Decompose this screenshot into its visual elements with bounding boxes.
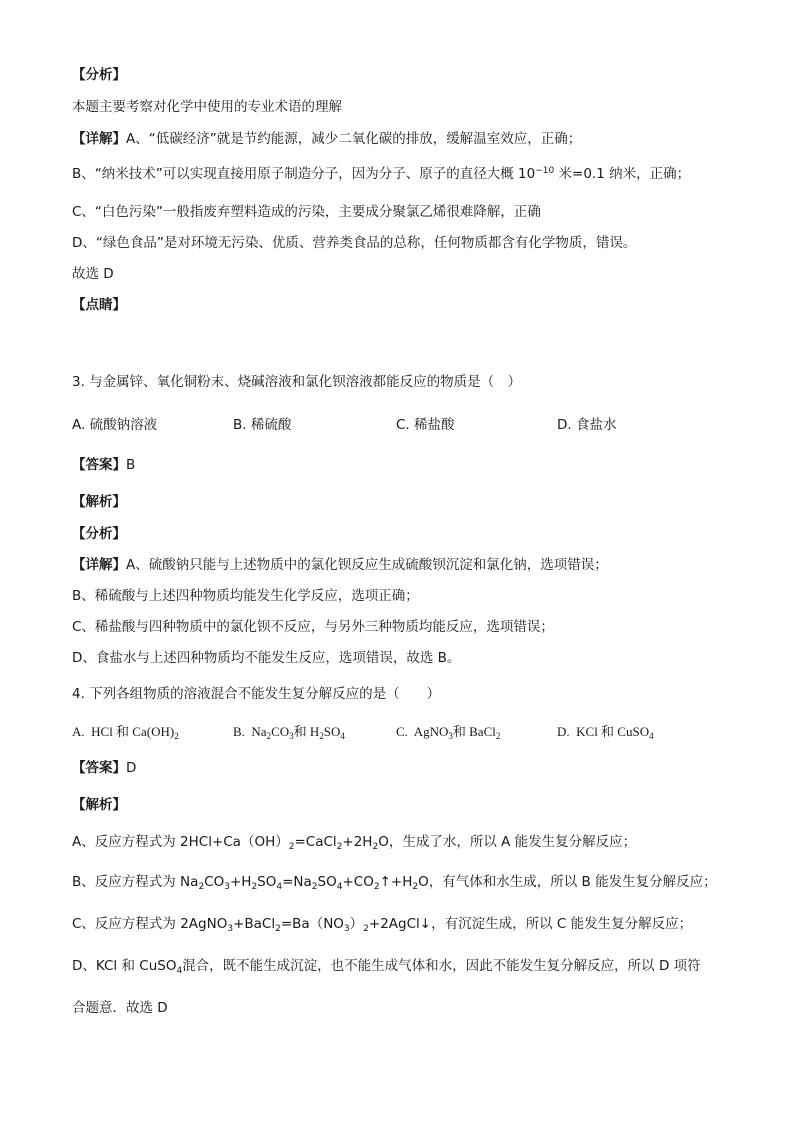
- q3-detail-b: B、稀硫酸与上述四种物质均能发生化学反应，选项正确；: [72, 588, 419, 604]
- q4-equation-b: B、反应方程式为 $Na_2CO_3+H_2SO_4=Na_2SO_4+CO_2↑+H_2O$，有气体和水生成，所以 B 能发生复分解反应；: [72, 874, 717, 892]
- q3-stem: 3. 与金属锌、氧化铜粉末、烧碱溶液和氯化钡溶液都能反应的物质是（ ）: [72, 374, 522, 390]
- q4-option-c: C. AgNO$_3$和 BaCl$_2$: [396, 724, 501, 741]
- q3-option-a: A. 硫酸钠溶液: [72, 417, 158, 433]
- q3-option-b: B. 稀硫酸: [233, 417, 292, 433]
- q3-answer: 【答案】B: [72, 457, 136, 473]
- q4-conclusion: 合题意．故选 D: [72, 1000, 168, 1016]
- q4-solution-heading: 【解析】: [72, 797, 126, 813]
- q2-detail-d: D、“绿色食品”是对环境无污染、优质、营养类食品的总称，任何物质都含有化学物质，错误。: [72, 235, 637, 251]
- q2-detail-b: B、“纳米技术”可以实现直接用原子制造分子，因为分子、原子的直径大概 $10^{-10}$ 米=0.1 纳米，正确；: [72, 166, 691, 182]
- q4-equation-a: A、反应方程式为 $2HCl+Ca(OH)_2=CaCl_2+2H_2O$，生成了水，所以 A 能发生复分解反应；: [72, 834, 637, 852]
- q2-detail-label: 【详解】: [72, 131, 126, 147]
- q2-analysis-text: 本题主要考察对化学中使用的专业术语的理解: [72, 99, 342, 115]
- q2-analysis-heading: 【分析】: [72, 67, 126, 83]
- q2-conclusion: 故选 D: [72, 266, 114, 282]
- q2-comment-heading: 【点睛】: [72, 297, 126, 313]
- q4-option-d: D. KCl 和 CuSO$_4$: [557, 724, 654, 741]
- q4-option-a: A. HCl 和 $Ca(OH)_2$: [72, 724, 179, 741]
- q4-stem: 4. 下列各组物质的溶液混合不能发生复分解反应的是（ ）: [72, 686, 441, 702]
- q3-detail-d: D、食盐水与上述四种物质均不能发生反应，选项错误，故选 B。: [72, 650, 461, 666]
- q3-analysis-heading: 【分析】: [72, 526, 126, 542]
- q2-detail-c: C、“白色污染”一般指废弃塑料造成的污染，主要成分聚氯乙烯很难降解，正确: [72, 204, 541, 220]
- q3-option-d: D. 食盐水: [557, 417, 617, 433]
- q3-detail-a: 【详解】A、硫酸钠只能与上述物质中的氯化钡反应生成硫酸钡沉淀和氯化钠，选项错误；: [72, 557, 608, 573]
- q3-option-c: C. 稀盐酸: [396, 417, 455, 433]
- q3-solution-heading: 【解析】: [72, 494, 126, 510]
- q4-explanation-d: D、KCl 和 CuSO$_4$混合，既不能生成沉淀，也不能生成气体和水，因此不能发生复分解反应，所以 D 项符: [72, 958, 701, 976]
- q2-detail-a: 【详解】A、“低碳经济”就是节约能源，减少二氧化碳的排放，缓解温室效应，正确；: [72, 131, 582, 147]
- q4-answer: 【答案】D: [72, 760, 137, 776]
- q4-option-b: B. $Na_2CO_3$和 $H_2SO_4$: [233, 724, 345, 741]
- q4-equation-c: C、反应方程式为 $2AgNO_3+BaCl_2=Ba(NO_3)_2+2AgCl↓$，有沉淀生成，所以 C 能发生复分解反应；: [72, 916, 693, 934]
- q3-detail-c: C、稀盐酸与四种物质中的氯化钡不反应，与另外三种物质均能反应，选项错误；: [72, 619, 554, 635]
